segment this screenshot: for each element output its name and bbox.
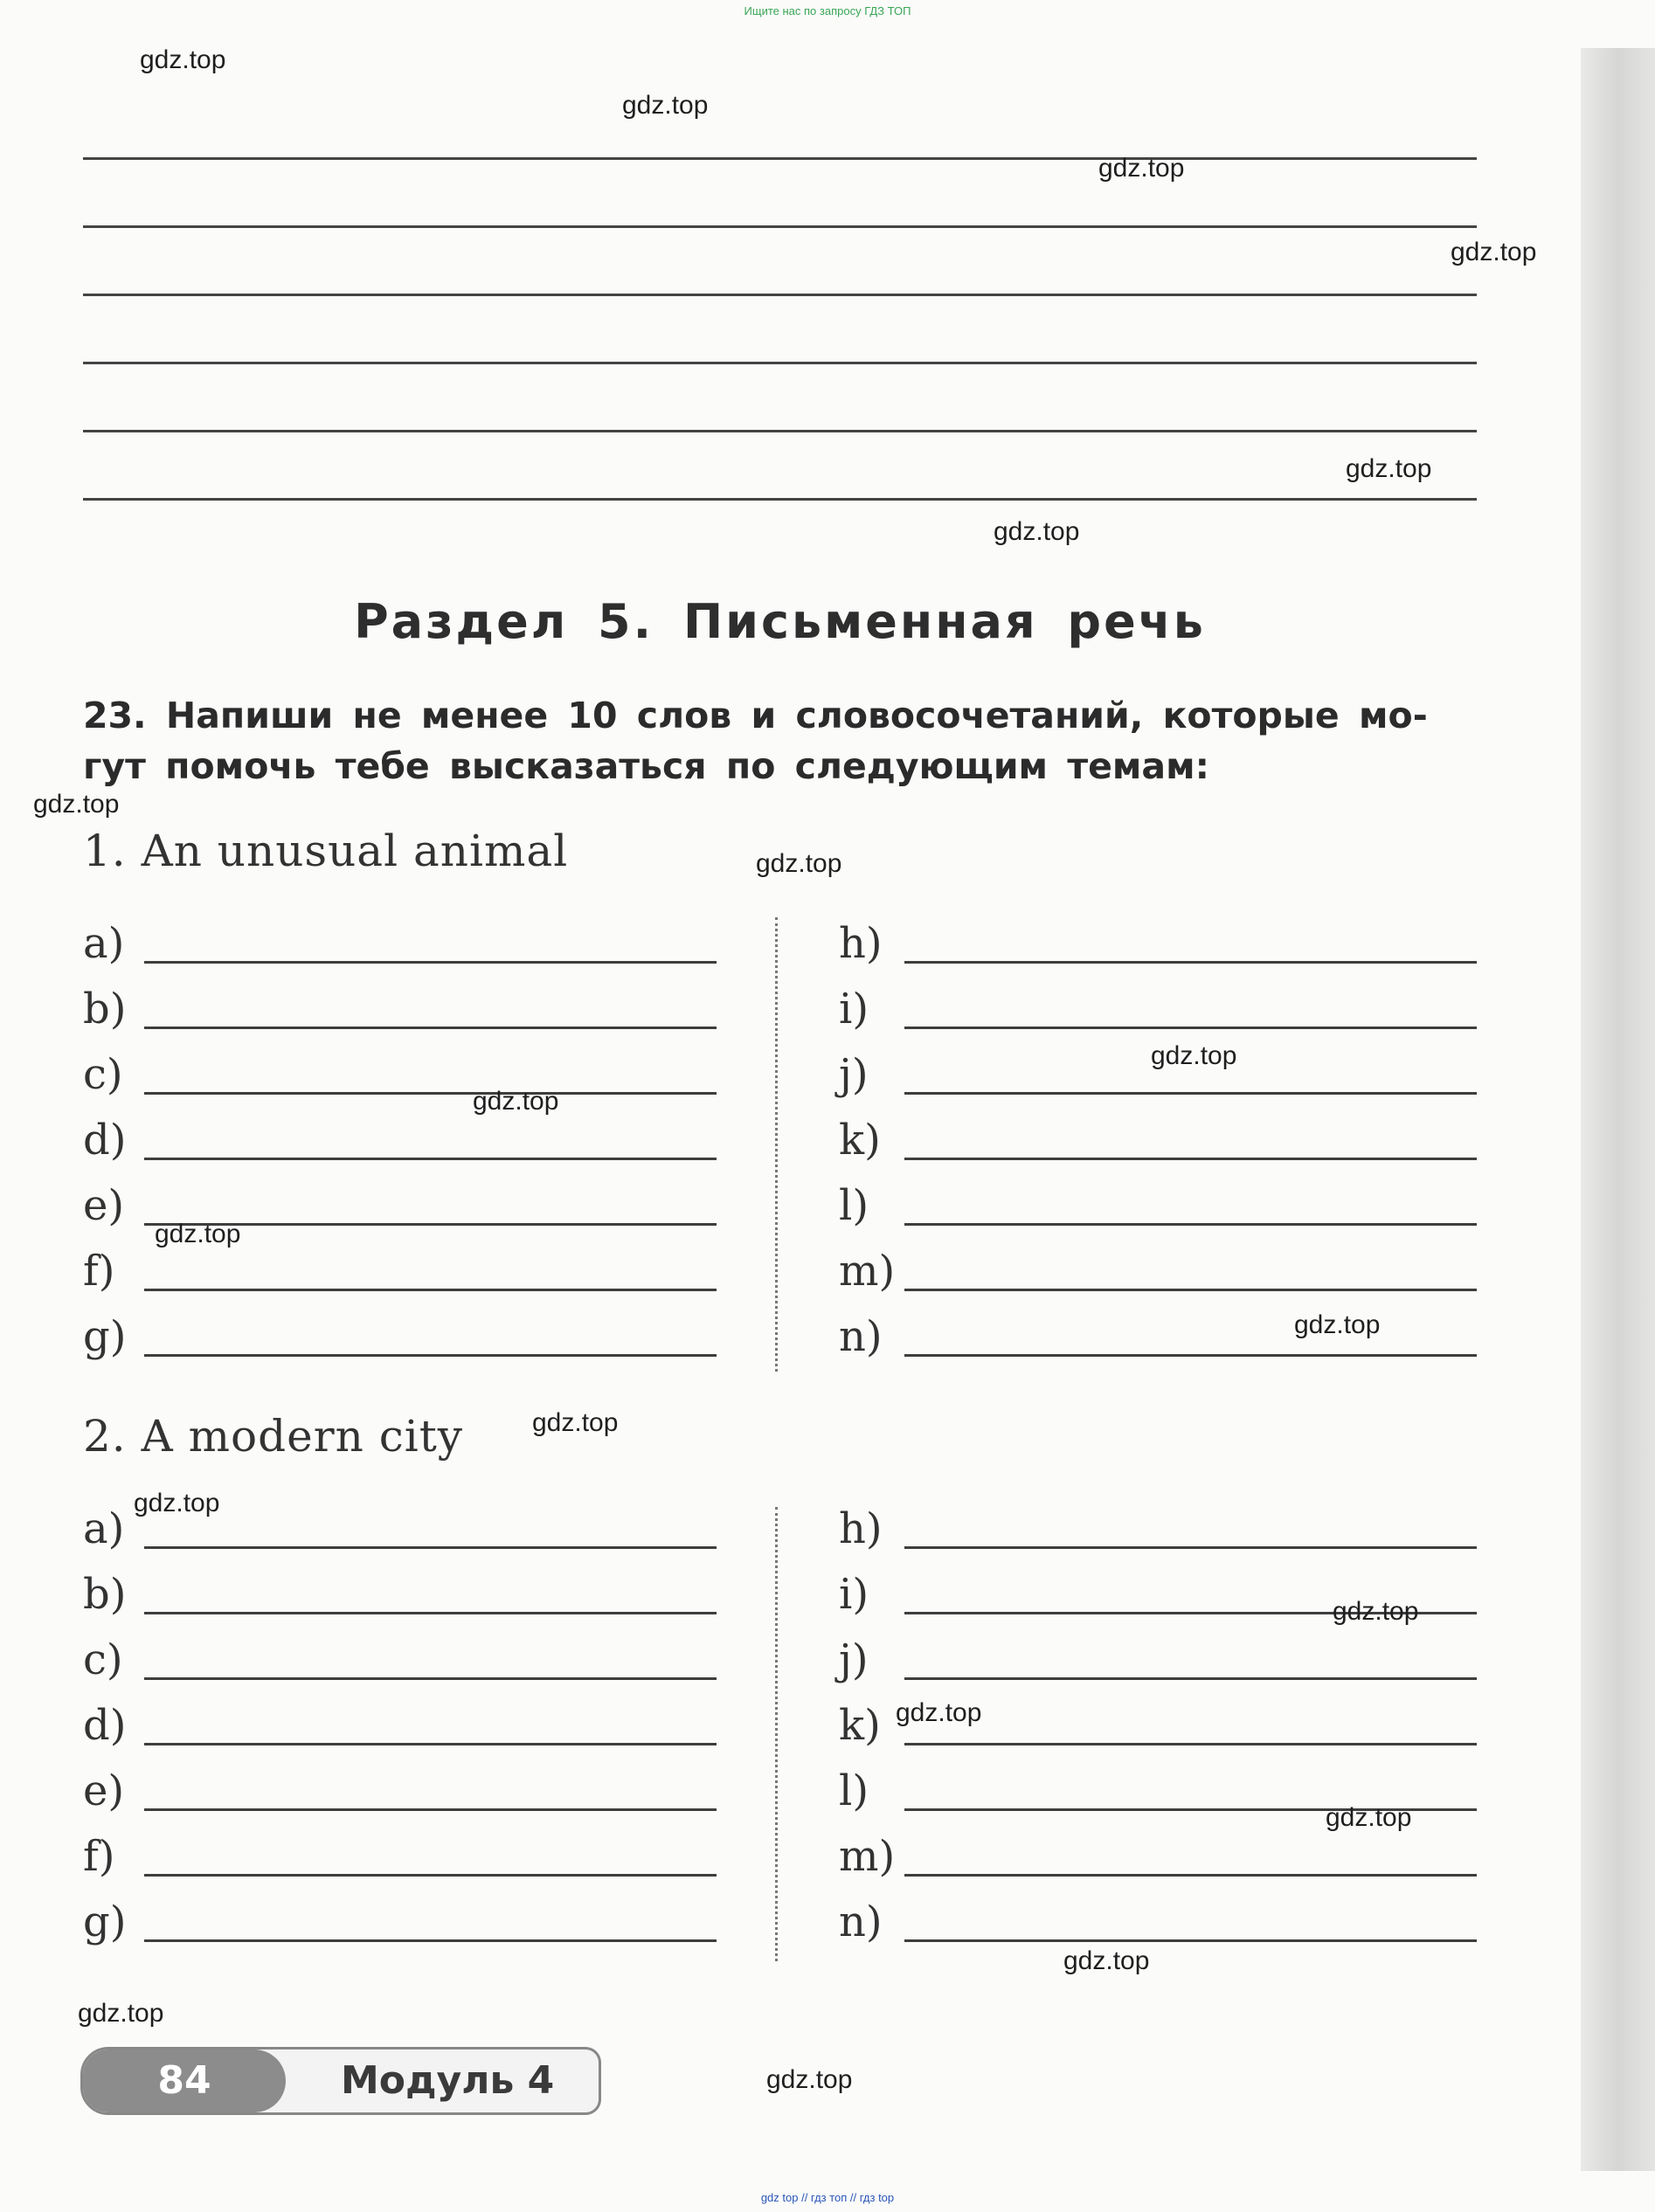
answer-row [839,1634,1477,1699]
answer-row [83,1830,717,1896]
answer-letter: g) [83,1312,127,1361]
page-number: 84 [157,2058,211,2103]
answer-letter: f) [83,1832,115,1881]
watermark: gdz.top [155,1220,241,1248]
task-line-1: 23. Напиши не менее 10 слов и словосочетаний, которые мо- [83,695,1428,736]
answer-blank[interactable] [904,1092,1477,1095]
header-note: Ищите нас по запросу ГДЗ ТОП [744,4,911,17]
answer-row [83,1699,717,1765]
writing-line [83,225,1477,228]
answer-letter: d) [83,1116,127,1165]
answer-row [839,1179,1477,1245]
answer-blank[interactable] [904,1158,1477,1160]
answer-row [83,1765,717,1830]
answer-blank[interactable] [904,1939,1477,1942]
watermark: gdz.top [473,1087,559,1116]
topic-2-right-column [839,1503,1477,1961]
watermark: gdz.top [1098,154,1185,183]
writing-line [83,294,1477,296]
answer-row [839,1114,1477,1179]
watermark: gdz.top [1063,1946,1150,1975]
answer-letter: n) [839,1312,883,1361]
watermark: gdz.top [140,45,226,74]
watermark: gdz.top [994,517,1080,546]
answer-letter: l) [839,1181,869,1230]
answer-blank[interactable] [904,1027,1477,1029]
answer-letter: k) [839,1701,881,1750]
answer-letter: j) [839,1050,869,1099]
watermark: gdz.top [1333,1597,1419,1626]
writing-line [83,498,1477,501]
answer-letter: e) [83,1181,125,1230]
watermark: gdz.top [1346,454,1432,483]
answer-letter: a) [83,919,125,968]
topic-1-left-column [83,917,717,1376]
module-label: Модуль 4 [341,2058,555,2103]
topic-2-title: 2. A modern city [83,1411,464,1462]
answer-letter: h) [839,1504,883,1553]
watermark: gdz.top [78,1999,164,2028]
page-footer-tab [80,2047,601,2115]
answer-row [839,983,1477,1048]
watermark: gdz.top [532,1408,619,1437]
watermark: gdz.top [896,1698,982,1727]
answer-blank[interactable] [904,1546,1477,1549]
answer-letter: j) [839,1635,869,1684]
answer-blank[interactable] [904,1743,1477,1745]
answer-letter: i) [839,1570,869,1619]
column-divider [775,917,778,1372]
answer-letter: f) [83,1247,115,1296]
answer-row [83,1310,717,1376]
answer-row [83,983,717,1048]
answer-row [839,1503,1477,1568]
answer-blank[interactable] [904,1874,1477,1877]
task-23 [83,690,1477,791]
answer-blank[interactable] [144,1289,717,1291]
answer-row [83,1114,717,1179]
page-edge-shadow [1581,48,1655,2171]
watermark: gdz.top [33,790,120,819]
answer-letter: c) [83,1635,123,1684]
answer-blank[interactable] [904,961,1477,964]
watermark: gdz.top [134,1489,220,1517]
column-divider [775,1507,778,1961]
watermark: gdz.top [1294,1310,1381,1339]
answer-blank[interactable] [904,1223,1477,1226]
answer-blank[interactable] [904,1354,1477,1357]
answer-letter: b) [83,1570,127,1619]
answer-letter: m) [839,1247,896,1296]
answer-blank[interactable] [144,1027,717,1029]
answer-letter: c) [83,1050,123,1099]
topic-1-right-column [839,917,1477,1376]
watermark: gdz.top [756,849,842,878]
answer-row [839,1896,1477,1961]
answer-letter: k) [839,1116,881,1165]
answer-blank[interactable] [144,1743,717,1745]
answer-blank[interactable] [144,1354,717,1357]
writing-line [83,362,1477,364]
answer-row [83,1245,717,1310]
answer-letter: b) [83,985,127,1033]
watermark: gdz.top [1151,1041,1237,1070]
answer-blank[interactable] [144,1808,717,1811]
answer-letter: m) [839,1832,896,1881]
answer-letter: a) [83,1504,125,1553]
answer-letter: n) [839,1897,883,1946]
answer-row [839,1245,1477,1310]
answer-row [83,917,717,983]
answer-blank[interactable] [144,961,717,964]
answer-letter: i) [839,985,869,1033]
writing-line [83,430,1477,432]
answer-row [83,1568,717,1634]
answer-blank[interactable] [144,1677,717,1680]
answer-row [839,1830,1477,1896]
section-title: Раздел 5. Письменная речь [354,594,1206,649]
task-line-2: гут помочь тебе высказаться по следующим темам: [83,745,1209,787]
watermark: gdz.top [1326,1803,1412,1832]
answer-blank[interactable] [144,1612,717,1614]
answer-blank[interactable] [144,1546,717,1549]
answer-blank[interactable] [144,1874,717,1877]
answer-letter: l) [839,1766,869,1815]
footer-note: gdz top // гдз топ // гдз top [760,2191,895,2204]
answer-blank[interactable] [144,1158,717,1160]
topic-1-title: 1. An unusual animal [83,826,569,876]
answer-row [83,1048,717,1114]
answer-row [839,1310,1477,1376]
answer-blank[interactable] [904,1677,1477,1680]
answer-blank[interactable] [144,1092,717,1095]
answer-row [839,917,1477,983]
watermark: gdz.top [1451,238,1537,266]
answer-letter: e) [83,1766,125,1815]
answer-letter: d) [83,1701,127,1750]
answer-blank[interactable] [144,1939,717,1942]
writing-line [83,157,1477,160]
answer-blank[interactable] [904,1289,1477,1291]
answer-letter: g) [83,1897,127,1946]
watermark: gdz.top [766,2065,853,2094]
writing-lines [83,157,1477,566]
topic-2-left-column [83,1503,717,1961]
answer-letter: h) [839,919,883,968]
watermark: gdz.top [622,91,709,120]
answer-row [83,1896,717,1961]
answer-row [83,1634,717,1699]
